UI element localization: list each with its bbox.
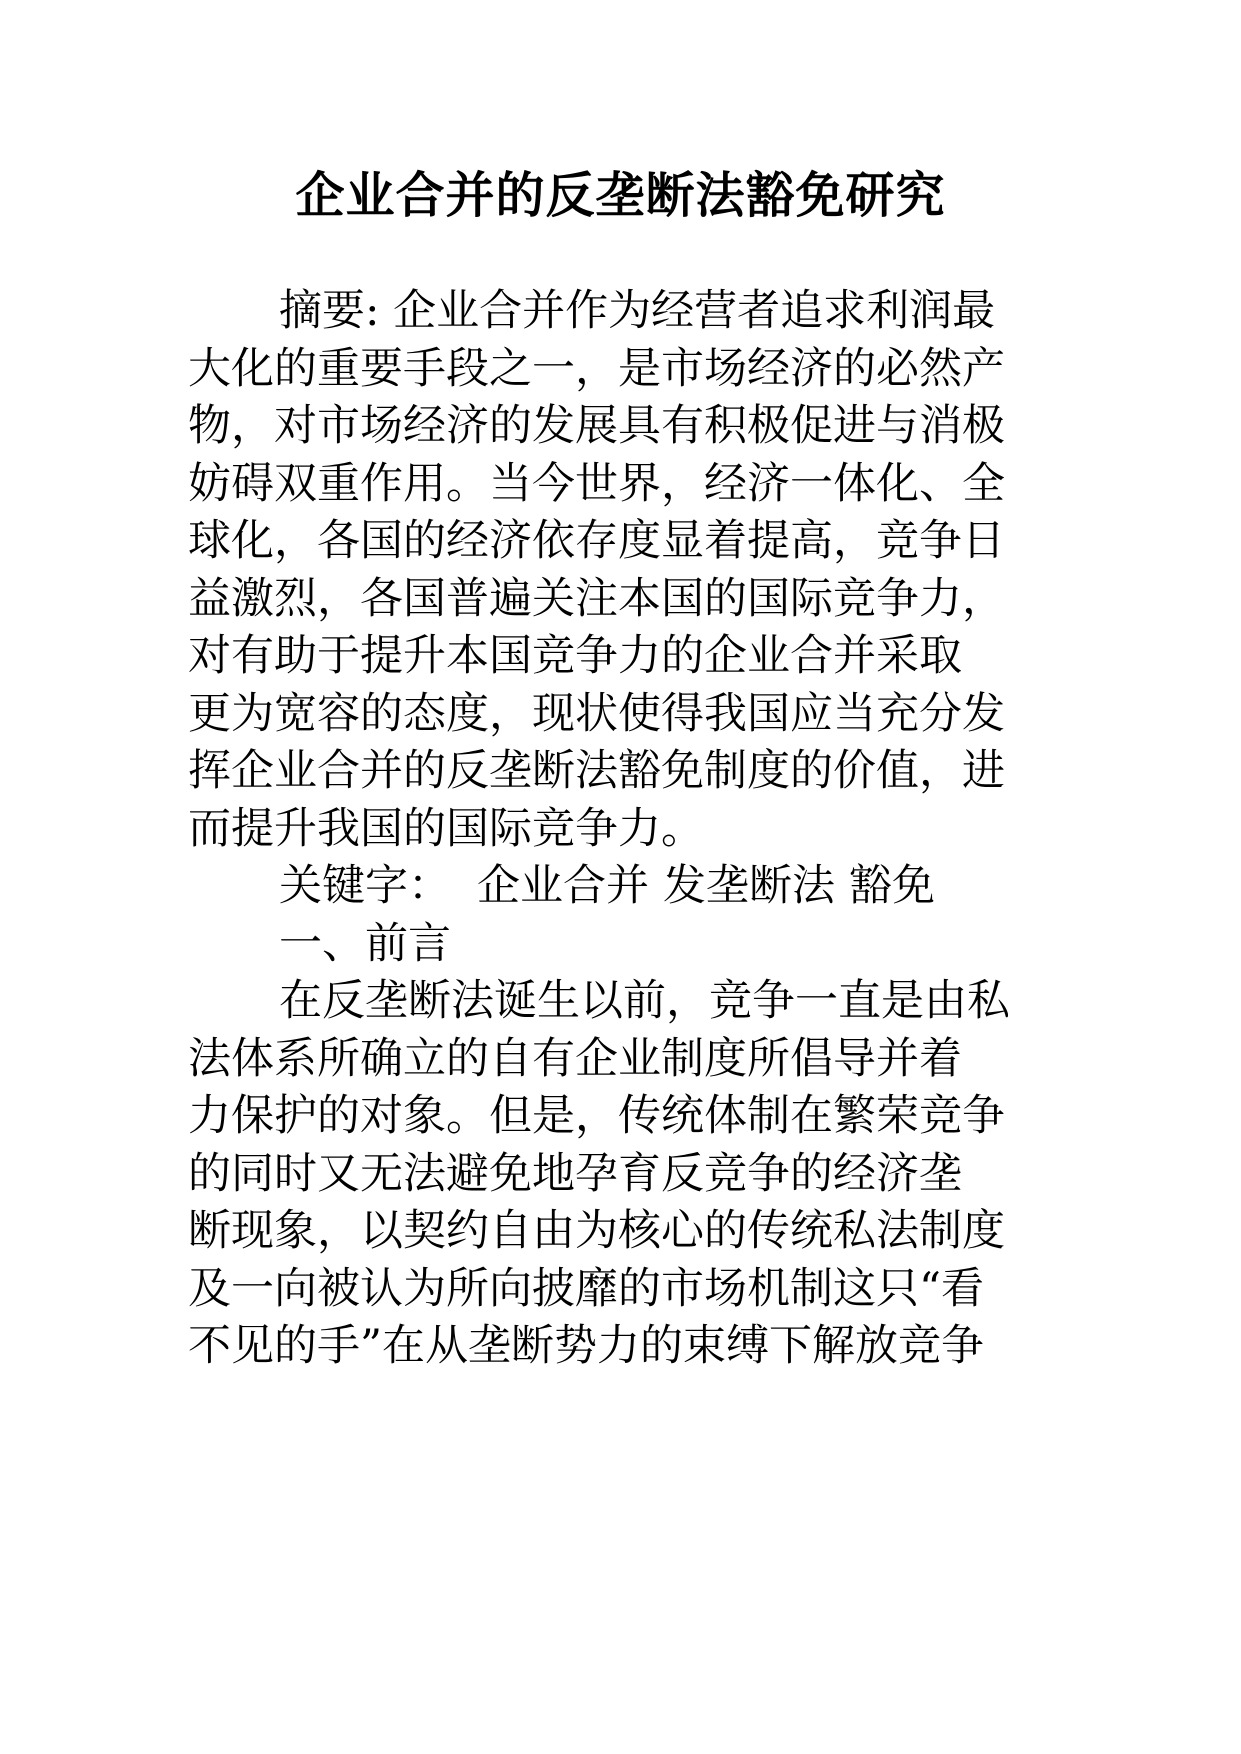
body-line: 力保护的对象。但是，传统体制在繁荣竞争 xyxy=(188,1091,1005,1141)
abstract-line: 物，对市场经济的发展具有积极促进与消极 xyxy=(188,401,1005,451)
body-line: 断现象，以契约自由为核心的传统私法制度 xyxy=(188,1206,1005,1256)
keyword-item: 豁免 xyxy=(849,861,935,911)
body-line: 不见的手”在从垄断势力的束缚下解放竞争 xyxy=(188,1321,984,1371)
abstract-line: 更为宽容的态度，现状使得我国应当充分发 xyxy=(188,689,1005,739)
keywords-line xyxy=(279,858,935,914)
abstract-line: 挥企业合并的反垄断法豁免制度的价值，进 xyxy=(188,746,1005,796)
abstract-line: 益激烈，各国普遍关注本国的国际竞争力， xyxy=(188,574,1005,624)
keywords-label: 关键字： xyxy=(279,861,451,911)
document-title: 企业合并的反垄断法豁免研究 xyxy=(295,166,946,224)
keyword-item: 发垄断法 xyxy=(663,861,835,911)
body-line: 法体系所确立的自有企业制度所倡导并着 xyxy=(188,1034,962,1084)
abstract-line: 而提升我国的国际竞争力。 xyxy=(188,804,704,854)
abstract-line: 对有助于提升本国竞争力的企业合并采取 xyxy=(188,631,962,681)
abstract-line: 摘要: 企业合并作为经营者追求利润最 xyxy=(279,286,996,336)
body-line: 的同时又无法避免地孕育反竞争的经济垄 xyxy=(188,1149,962,1199)
abstract-line: 球化，各国的经济依存度显着提高，竞争日 xyxy=(188,516,1005,566)
body-line: 及一向被认为所向披靡的市场机制这只“看 xyxy=(188,1264,984,1314)
keyword-item: 企业合并 xyxy=(477,861,649,911)
body-line: 在反垄断法诞生以前，竞争一直是由私 xyxy=(279,976,1010,1026)
abstract-line: 妨碍双重作用。当今世界，经济一体化、全 xyxy=(188,459,1005,509)
abstract-line: 大化的重要手段之一，是市场经济的必然产 xyxy=(188,344,1005,394)
section-heading: 一、前言 xyxy=(279,919,451,969)
